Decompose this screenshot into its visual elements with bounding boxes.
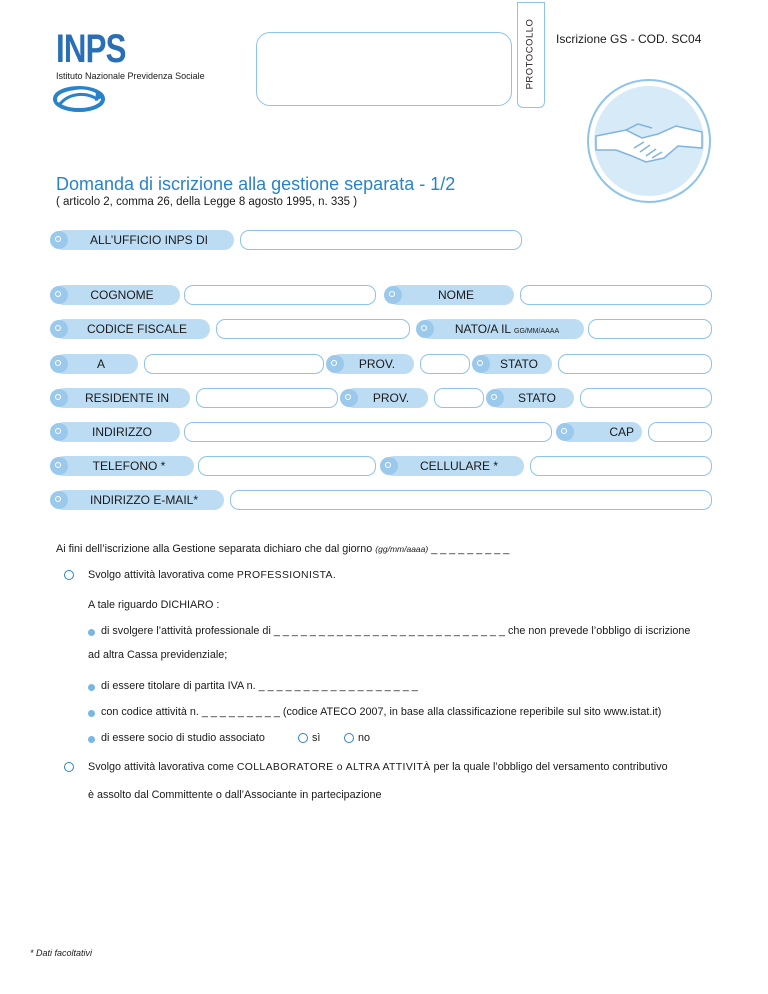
label-indirizzo: INDIRIZZO (54, 422, 180, 442)
footnote: * Dati facoltativi (30, 948, 93, 958)
codice-fiscale-field[interactable] (216, 319, 410, 339)
radio-si[interactable] (298, 733, 308, 743)
page-title: Domanda di iscrizione alla gestione separata - 1/2 (56, 174, 456, 194)
label-nato-il: NATO/A IL GG/MM/AAAA (420, 319, 584, 339)
inps-logo: INPS (56, 27, 126, 71)
label-luogo: A (54, 354, 138, 374)
bullet-icon (380, 457, 398, 475)
decl-partita-iva: di essere titolare di partita IVA n. _ _ _ _ _ _ _ _ _ _ _ _ _ _ _ _ _ _ (101, 680, 418, 692)
label-cognome: COGNOME (54, 285, 180, 305)
label-cap: CAP (560, 422, 642, 442)
bullet-icon (50, 491, 68, 509)
decl-professional-activity-cont: ad altra Cassa previdenziale; (88, 649, 228, 661)
option-professionista: Svolgo attività lavorativa come PROFESSIONISTA. (88, 569, 337, 581)
data-nascita-field[interactable] (588, 319, 712, 339)
ufficio-field[interactable] (240, 230, 522, 250)
option-collaboratore-cont: è assolto dal Committente o dall’Associante in partecipazione (88, 789, 382, 801)
label-cellulare: CELLULARE * (384, 456, 524, 476)
protocol-label: PROTOCOLLO (524, 18, 536, 90)
label-residente: RESIDENTE IN (54, 388, 190, 408)
decl-socio-studio: di essere socio di studio associato (101, 732, 265, 744)
bullet-icon (50, 423, 68, 441)
stato-nascita-field[interactable] (558, 354, 712, 374)
label-si: sì (312, 732, 321, 744)
cap-field[interactable] (648, 422, 712, 442)
cognome-field[interactable] (184, 285, 376, 305)
page-subtitle: ( articolo 2, comma 26, della Legge 8 agosto 1995, n. 335 ) (56, 196, 358, 208)
bullet-icon (50, 457, 68, 475)
cellulare-field[interactable] (530, 456, 712, 476)
bullet-icon (88, 736, 95, 743)
bullet-icon (88, 684, 95, 691)
bullet-icon (50, 320, 68, 338)
option-collaboratore: Svolgo attività lavorativa come COLLABORATORE o ALTRA ATTIVITÀ per la quale l’obbligo del versamento contributivo (88, 761, 668, 773)
label-stato-residenza: STATO (490, 388, 574, 408)
label-no: no (358, 732, 371, 744)
label-prov-residenza: PROV. (344, 388, 428, 408)
inps-swirl-icon (52, 84, 106, 114)
bullet-icon (88, 629, 95, 636)
label-nome: NOME (388, 285, 514, 305)
bullet-icon (50, 355, 68, 373)
protocol-stamp-box (256, 32, 512, 106)
bullet-icon (556, 423, 574, 441)
prov-nascita-field[interactable] (420, 354, 470, 374)
form-code: Iscrizione GS - COD. SC04 (556, 32, 702, 46)
bullet-icon (326, 355, 344, 373)
prov-residenza-field[interactable] (434, 388, 484, 408)
declaration-regard: A tale riguardo DICHIARO : (88, 599, 220, 611)
bullet-icon (340, 389, 358, 407)
bullet-icon (486, 389, 504, 407)
radio-collaboratore[interactable] (64, 762, 74, 772)
label-prov-nascita: PROV. (330, 354, 414, 374)
bullet-icon (384, 286, 402, 304)
declaration-intro: Ai fini dell’iscrizione alla Gestione separata dichiaro che dal giorno (gg/mm/aaaa) _ _ _ _ _ _ _ _ _ (56, 543, 510, 555)
bullet-icon (50, 286, 68, 304)
label-ufficio: ALL’UFFICIO INPS DI (54, 230, 234, 250)
label-email: INDIRIZZO E-MAIL* (54, 490, 224, 510)
bullet-icon (88, 710, 95, 717)
nome-field[interactable] (520, 285, 712, 305)
bullet-icon (50, 389, 68, 407)
email-field[interactable] (230, 490, 712, 510)
residenza-field[interactable] (196, 388, 338, 408)
label-codice-fiscale: CODICE FISCALE (54, 319, 210, 339)
luogo-nascita-field[interactable] (144, 354, 324, 374)
stato-residenza-field[interactable] (580, 388, 712, 408)
handshake-icon (586, 78, 712, 204)
indirizzo-field[interactable] (184, 422, 552, 442)
label-telefono: TELEFONO * (54, 456, 194, 476)
bullet-icon (472, 355, 490, 373)
radio-no[interactable] (344, 733, 354, 743)
telefono-field[interactable] (198, 456, 376, 476)
bullet-icon (416, 320, 434, 338)
bullet-icon (50, 231, 68, 249)
radio-professionista[interactable] (64, 570, 74, 580)
decl-professional-activity: di svolgere l’attività professionale di _ _ _ _ _ _ _ _ _ _ _ _ _ _ _ _ _ _ _ _ _ _ _ _ _ _ che non prevede l’obbligo di iscrizione (101, 625, 691, 637)
decl-codice-attivita: con codice attività n. _ _ _ _ _ _ _ _ _ (codice ATECO 2007, in base alla classificazione reperibile sul sito www.istat.it) (101, 706, 662, 718)
label-stato-nascita: STATO (476, 354, 552, 374)
institute-name: Istituto Nazionale Previdenza Sociale (56, 71, 205, 81)
